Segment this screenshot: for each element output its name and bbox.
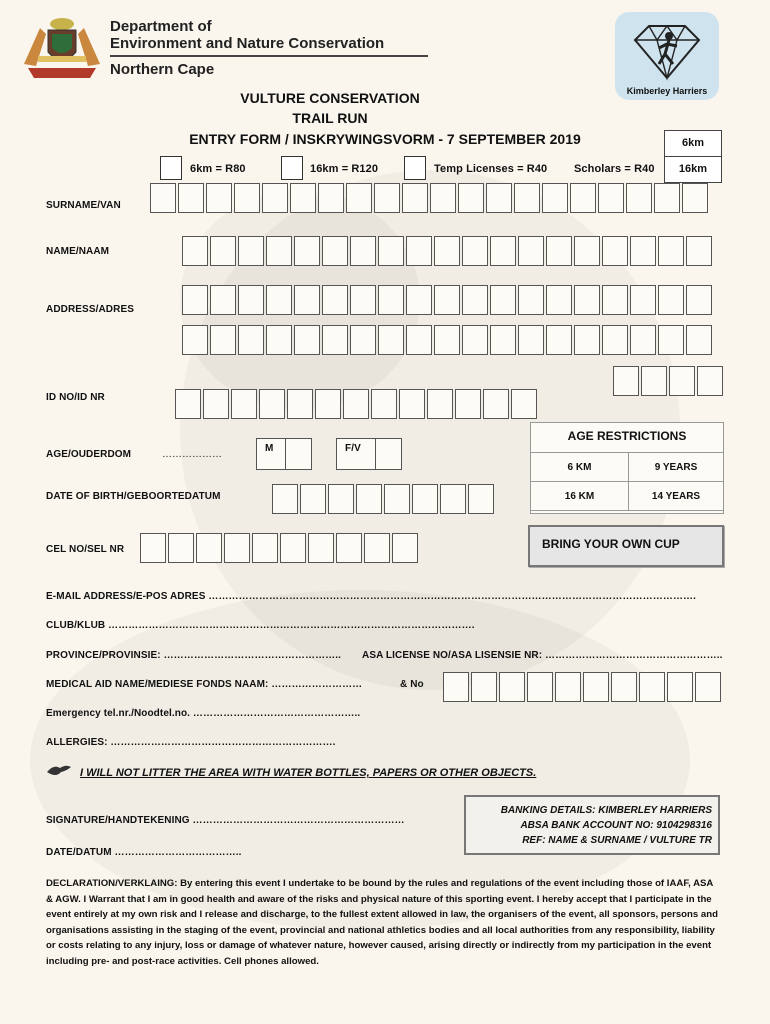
char-box[interactable] — [350, 325, 376, 355]
table-cell: 9 YEARS — [629, 453, 724, 482]
title-line3: ENTRY FORM / INSKRYWINGSVORM - 7 SEPTEMBER 2019 — [189, 131, 581, 147]
gender-female-label: F/V — [345, 443, 361, 454]
age-restrictions-table — [530, 452, 724, 511]
char-box[interactable] — [168, 533, 194, 563]
char-box[interactable] — [483, 389, 509, 419]
char-box[interactable] — [287, 389, 313, 419]
char-box[interactable] — [182, 285, 208, 315]
char-box[interactable] — [350, 285, 376, 315]
char-box[interactable] — [574, 325, 600, 355]
char-box[interactable] — [443, 672, 469, 702]
char-box[interactable] — [462, 325, 488, 355]
char-box[interactable] — [402, 183, 428, 213]
char-box[interactable] — [598, 183, 624, 213]
char-box[interactable] — [280, 533, 306, 563]
dob-label: DATE OF BIRTH/GEBOORTEDATUM — [46, 491, 221, 502]
char-box[interactable] — [434, 236, 460, 266]
table-row — [531, 482, 724, 511]
char-box[interactable] — [527, 672, 553, 702]
char-box[interactable] — [231, 389, 257, 419]
asa-license-field[interactable]: ASA LICENSE NO/ASA LISENSIE NR: …………………………………………….. — [362, 650, 723, 661]
char-box[interactable] — [602, 325, 628, 355]
char-box[interactable] — [259, 389, 285, 419]
banking-line1: BANKING DETAILS: KIMBERLEY HARRIERS — [500, 805, 712, 816]
id-label: ID NO/ID NR — [46, 392, 105, 403]
char-box[interactable] — [384, 484, 410, 514]
date-field[interactable]: DATE/DATUM ……………………………….. — [46, 847, 242, 858]
province-field[interactable]: PROVINCE/PROVINSIE: …………………………………………….. — [46, 650, 342, 661]
char-box[interactable] — [412, 484, 438, 514]
club-logo-label: Kimberley Harriers — [626, 86, 708, 96]
char-box[interactable] — [626, 183, 652, 213]
char-box[interactable] — [546, 236, 572, 266]
char-box[interactable] — [328, 484, 354, 514]
option-6km-checkbox[interactable] — [160, 156, 182, 180]
medical-aid-no-boxes[interactable] — [443, 672, 723, 702]
medical-aid-field[interactable]: MEDICAL AID NAME/MEDIESE FONDS NAAM: ……………………… — [46, 679, 363, 690]
char-box[interactable] — [322, 325, 348, 355]
char-box[interactable] — [308, 533, 334, 563]
address-boxes-row3[interactable] — [613, 366, 725, 396]
char-box[interactable] — [440, 484, 466, 514]
department-divider — [110, 55, 428, 57]
char-box[interactable] — [182, 236, 208, 266]
char-box[interactable] — [462, 236, 488, 266]
club-field[interactable]: CLUB/KLUB ………………………………………………………………………………………………. — [46, 620, 475, 631]
char-box[interactable] — [667, 672, 693, 702]
char-box[interactable] — [238, 325, 264, 355]
table-cell: 6 KM — [531, 453, 629, 482]
char-box[interactable] — [238, 236, 264, 266]
department-line3: Northern Cape — [110, 61, 215, 78]
char-box[interactable] — [542, 183, 568, 213]
title-line1: VULTURE CONSERVATION — [240, 90, 420, 106]
char-box[interactable] — [252, 533, 278, 563]
char-box[interactable] — [570, 183, 596, 213]
char-box[interactable] — [392, 533, 418, 563]
address-label: ADDRESS/ADRES — [46, 304, 134, 315]
char-box[interactable] — [430, 183, 456, 213]
department-line2: Environment and Nature Conservation — [110, 35, 385, 52]
char-box[interactable] — [468, 484, 494, 514]
diamond-runner-icon — [625, 20, 709, 84]
cel-boxes[interactable] — [140, 533, 420, 563]
char-box[interactable] — [682, 183, 708, 213]
signature-field[interactable]: SIGNATURE/HANDTEKENING ……………………………………………………… — [46, 815, 405, 826]
char-box[interactable] — [266, 285, 292, 315]
char-box[interactable] — [686, 325, 712, 355]
address-boxes-row2[interactable] — [182, 325, 714, 355]
char-box[interactable] — [272, 484, 298, 514]
char-box[interactable] — [378, 236, 404, 266]
char-box[interactable] — [336, 533, 362, 563]
banking-line2: ABSA BANK ACCOUNT NO: 9104298316 — [520, 820, 712, 831]
cel-label: CEL NO/SEL NR — [46, 544, 125, 555]
char-box[interactable] — [294, 236, 320, 266]
char-box[interactable] — [630, 236, 656, 266]
char-box[interactable] — [611, 672, 637, 702]
char-box[interactable] — [322, 285, 348, 315]
option-6km-label: 6km = R80 — [190, 163, 246, 175]
char-box[interactable] — [406, 285, 432, 315]
dob-boxes[interactable] — [272, 484, 496, 514]
surname-boxes[interactable] — [150, 183, 710, 213]
char-box[interactable] — [322, 236, 348, 266]
email-field[interactable]: E-MAIL ADDRESS/E-POS ADRES ………………………………………………………………………………………………………………………………. — [46, 591, 697, 602]
char-box[interactable] — [514, 183, 540, 213]
char-box[interactable] — [499, 672, 525, 702]
age-restrictions-title: AGE RESTRICTIONS — [567, 429, 687, 443]
char-box[interactable] — [518, 285, 544, 315]
char-box[interactable] — [630, 285, 656, 315]
emergency-field[interactable]: Emergency tel.nr./Noodtel.no. ………………………………………….. — [46, 708, 361, 719]
distance-16km-label: 16km — [678, 163, 708, 175]
char-box[interactable] — [206, 183, 232, 213]
char-box[interactable] — [262, 183, 288, 213]
id-boxes[interactable] — [175, 389, 539, 419]
char-box[interactable] — [658, 236, 684, 266]
litter-pledge: I WILL NOT LITTER THE AREA WITH WATER BOTTLES, PAPERS OR OTHER OBJECTS. — [80, 767, 537, 779]
banking-details-box — [464, 795, 720, 855]
gender-male-box[interactable] — [256, 438, 312, 470]
declaration-text: DECLARATION/VERKLAING: By entering this event I undertake to be bound by the rules and regulations of the event including those of IAAF, ASA & AGW. I Warrant that I am in good health and aware of the risks and physical nature of this sporting event. I hereby accept that I participate in the event entirely at my own risk and I release and discharge, to the fullest extent allowed in law, the organisers of the event, all sponsors, persons and organisations assisting in the staging of the event, provincial and national athletics bodies and all local authorities from any responsibility, liability or costs relating to any injury, loss or damage of whatever nature, however caused, arising directly or indirectly from my participation in the event including pre- and post-race activities. Cell phones allowed. — [46, 878, 718, 967]
char-box[interactable] — [210, 285, 236, 315]
medical-aid-no-label: & No — [400, 679, 424, 690]
age-label: AGE/OUDERDOM — [46, 449, 132, 460]
char-box[interactable] — [238, 285, 264, 315]
char-box[interactable] — [574, 236, 600, 266]
char-box[interactable] — [490, 325, 516, 355]
department-name — [110, 18, 428, 78]
char-box[interactable] — [686, 285, 712, 315]
char-box[interactable] — [511, 389, 537, 419]
char-box[interactable] — [378, 325, 404, 355]
char-box[interactable] — [639, 672, 665, 702]
char-box[interactable] — [471, 672, 497, 702]
char-box[interactable] — [196, 533, 222, 563]
char-box[interactable] — [318, 183, 344, 213]
gender-male-checkbox[interactable] — [285, 439, 312, 469]
char-box[interactable] — [210, 236, 236, 266]
option-16km-label: 16km = R120 — [310, 163, 379, 175]
department-line1: Department of — [110, 18, 212, 35]
surname-label: SURNAME/VAN — [46, 200, 121, 211]
char-box[interactable] — [654, 183, 680, 213]
name-label: NAME/NAAM — [46, 246, 110, 257]
char-box[interactable] — [602, 236, 628, 266]
char-box[interactable] — [669, 366, 695, 396]
char-box[interactable] — [546, 325, 572, 355]
gender-male-label: M — [265, 443, 274, 454]
distance-16km-box[interactable] — [664, 156, 722, 183]
char-box[interactable] — [300, 484, 326, 514]
char-box[interactable] — [364, 533, 390, 563]
char-box[interactable] — [686, 236, 712, 266]
char-box[interactable] — [574, 285, 600, 315]
name-boxes[interactable] — [182, 236, 714, 266]
club-logo — [615, 12, 719, 100]
char-box[interactable] — [602, 285, 628, 315]
char-box[interactable] — [658, 325, 684, 355]
char-box[interactable] — [150, 183, 176, 213]
table-cell: 14 YEARS — [629, 482, 724, 511]
char-box[interactable] — [371, 389, 397, 419]
char-box[interactable] — [356, 484, 382, 514]
char-box[interactable] — [434, 325, 460, 355]
char-box[interactable] — [140, 533, 166, 563]
char-box[interactable] — [546, 285, 572, 315]
char-box[interactable] — [518, 236, 544, 266]
char-box[interactable] — [346, 183, 372, 213]
char-box[interactable] — [434, 285, 460, 315]
char-box[interactable] — [210, 325, 236, 355]
char-box[interactable] — [406, 325, 432, 355]
bird-icon — [46, 762, 72, 780]
char-box[interactable] — [630, 325, 656, 355]
char-box[interactable] — [490, 285, 516, 315]
table-row — [531, 453, 724, 482]
distance-6km-box[interactable] — [664, 130, 722, 157]
char-box[interactable] — [178, 183, 204, 213]
bring-own-cup-box — [528, 525, 724, 567]
bring-own-cup-label: BRING YOUR OWN CUP — [542, 537, 680, 551]
address-boxes-row1[interactable] — [182, 285, 714, 315]
option-temp-license-checkbox[interactable] — [404, 156, 426, 180]
char-box[interactable] — [294, 285, 320, 315]
char-box[interactable] — [175, 389, 201, 419]
char-box[interactable] — [462, 285, 488, 315]
char-box[interactable] — [518, 325, 544, 355]
option-scholars-label: Scholars = R40 — [574, 163, 655, 175]
coat-of-arms-logo — [18, 14, 106, 80]
gender-female-box[interactable] — [336, 438, 402, 470]
char-box[interactable] — [224, 533, 250, 563]
char-box[interactable] — [294, 325, 320, 355]
title-line2: TRAIL RUN — [292, 110, 368, 126]
char-box[interactable] — [266, 236, 292, 266]
distance-6km-label: 6km — [681, 137, 705, 149]
char-box[interactable] — [458, 183, 484, 213]
option-temp-license-label: Temp Licenses = R40 — [434, 163, 548, 175]
char-box[interactable] — [486, 183, 512, 213]
char-box[interactable] — [427, 389, 453, 419]
banking-line3: REF: NAME & SURNAME / VULTURE TR — [522, 835, 712, 846]
char-box[interactable] — [290, 183, 316, 213]
char-box[interactable] — [234, 183, 260, 213]
char-box[interactable] — [343, 389, 369, 419]
table-cell: 16 KM — [531, 482, 629, 511]
char-box[interactable] — [399, 389, 425, 419]
allergies-field[interactable]: ALLERGIES: …………………………………………………………. — [46, 737, 336, 748]
char-box[interactable] — [641, 366, 667, 396]
option-16km-checkbox[interactable] — [281, 156, 303, 180]
char-box[interactable] — [374, 183, 400, 213]
char-box[interactable] — [350, 236, 376, 266]
char-box[interactable] — [182, 325, 208, 355]
char-box[interactable] — [203, 389, 229, 419]
char-box[interactable] — [658, 285, 684, 315]
char-box[interactable] — [490, 236, 516, 266]
char-box[interactable] — [455, 389, 481, 419]
char-box[interactable] — [406, 236, 432, 266]
char-box[interactable] — [697, 366, 723, 396]
char-box[interactable] — [315, 389, 341, 419]
age-dotted-line[interactable]: ……………… — [162, 449, 222, 460]
char-box[interactable] — [613, 366, 639, 396]
char-box[interactable] — [583, 672, 609, 702]
gender-female-checkbox[interactable] — [375, 439, 402, 469]
char-box[interactable] — [695, 672, 721, 702]
char-box[interactable] — [555, 672, 581, 702]
char-box[interactable] — [266, 325, 292, 355]
char-box[interactable] — [378, 285, 404, 315]
